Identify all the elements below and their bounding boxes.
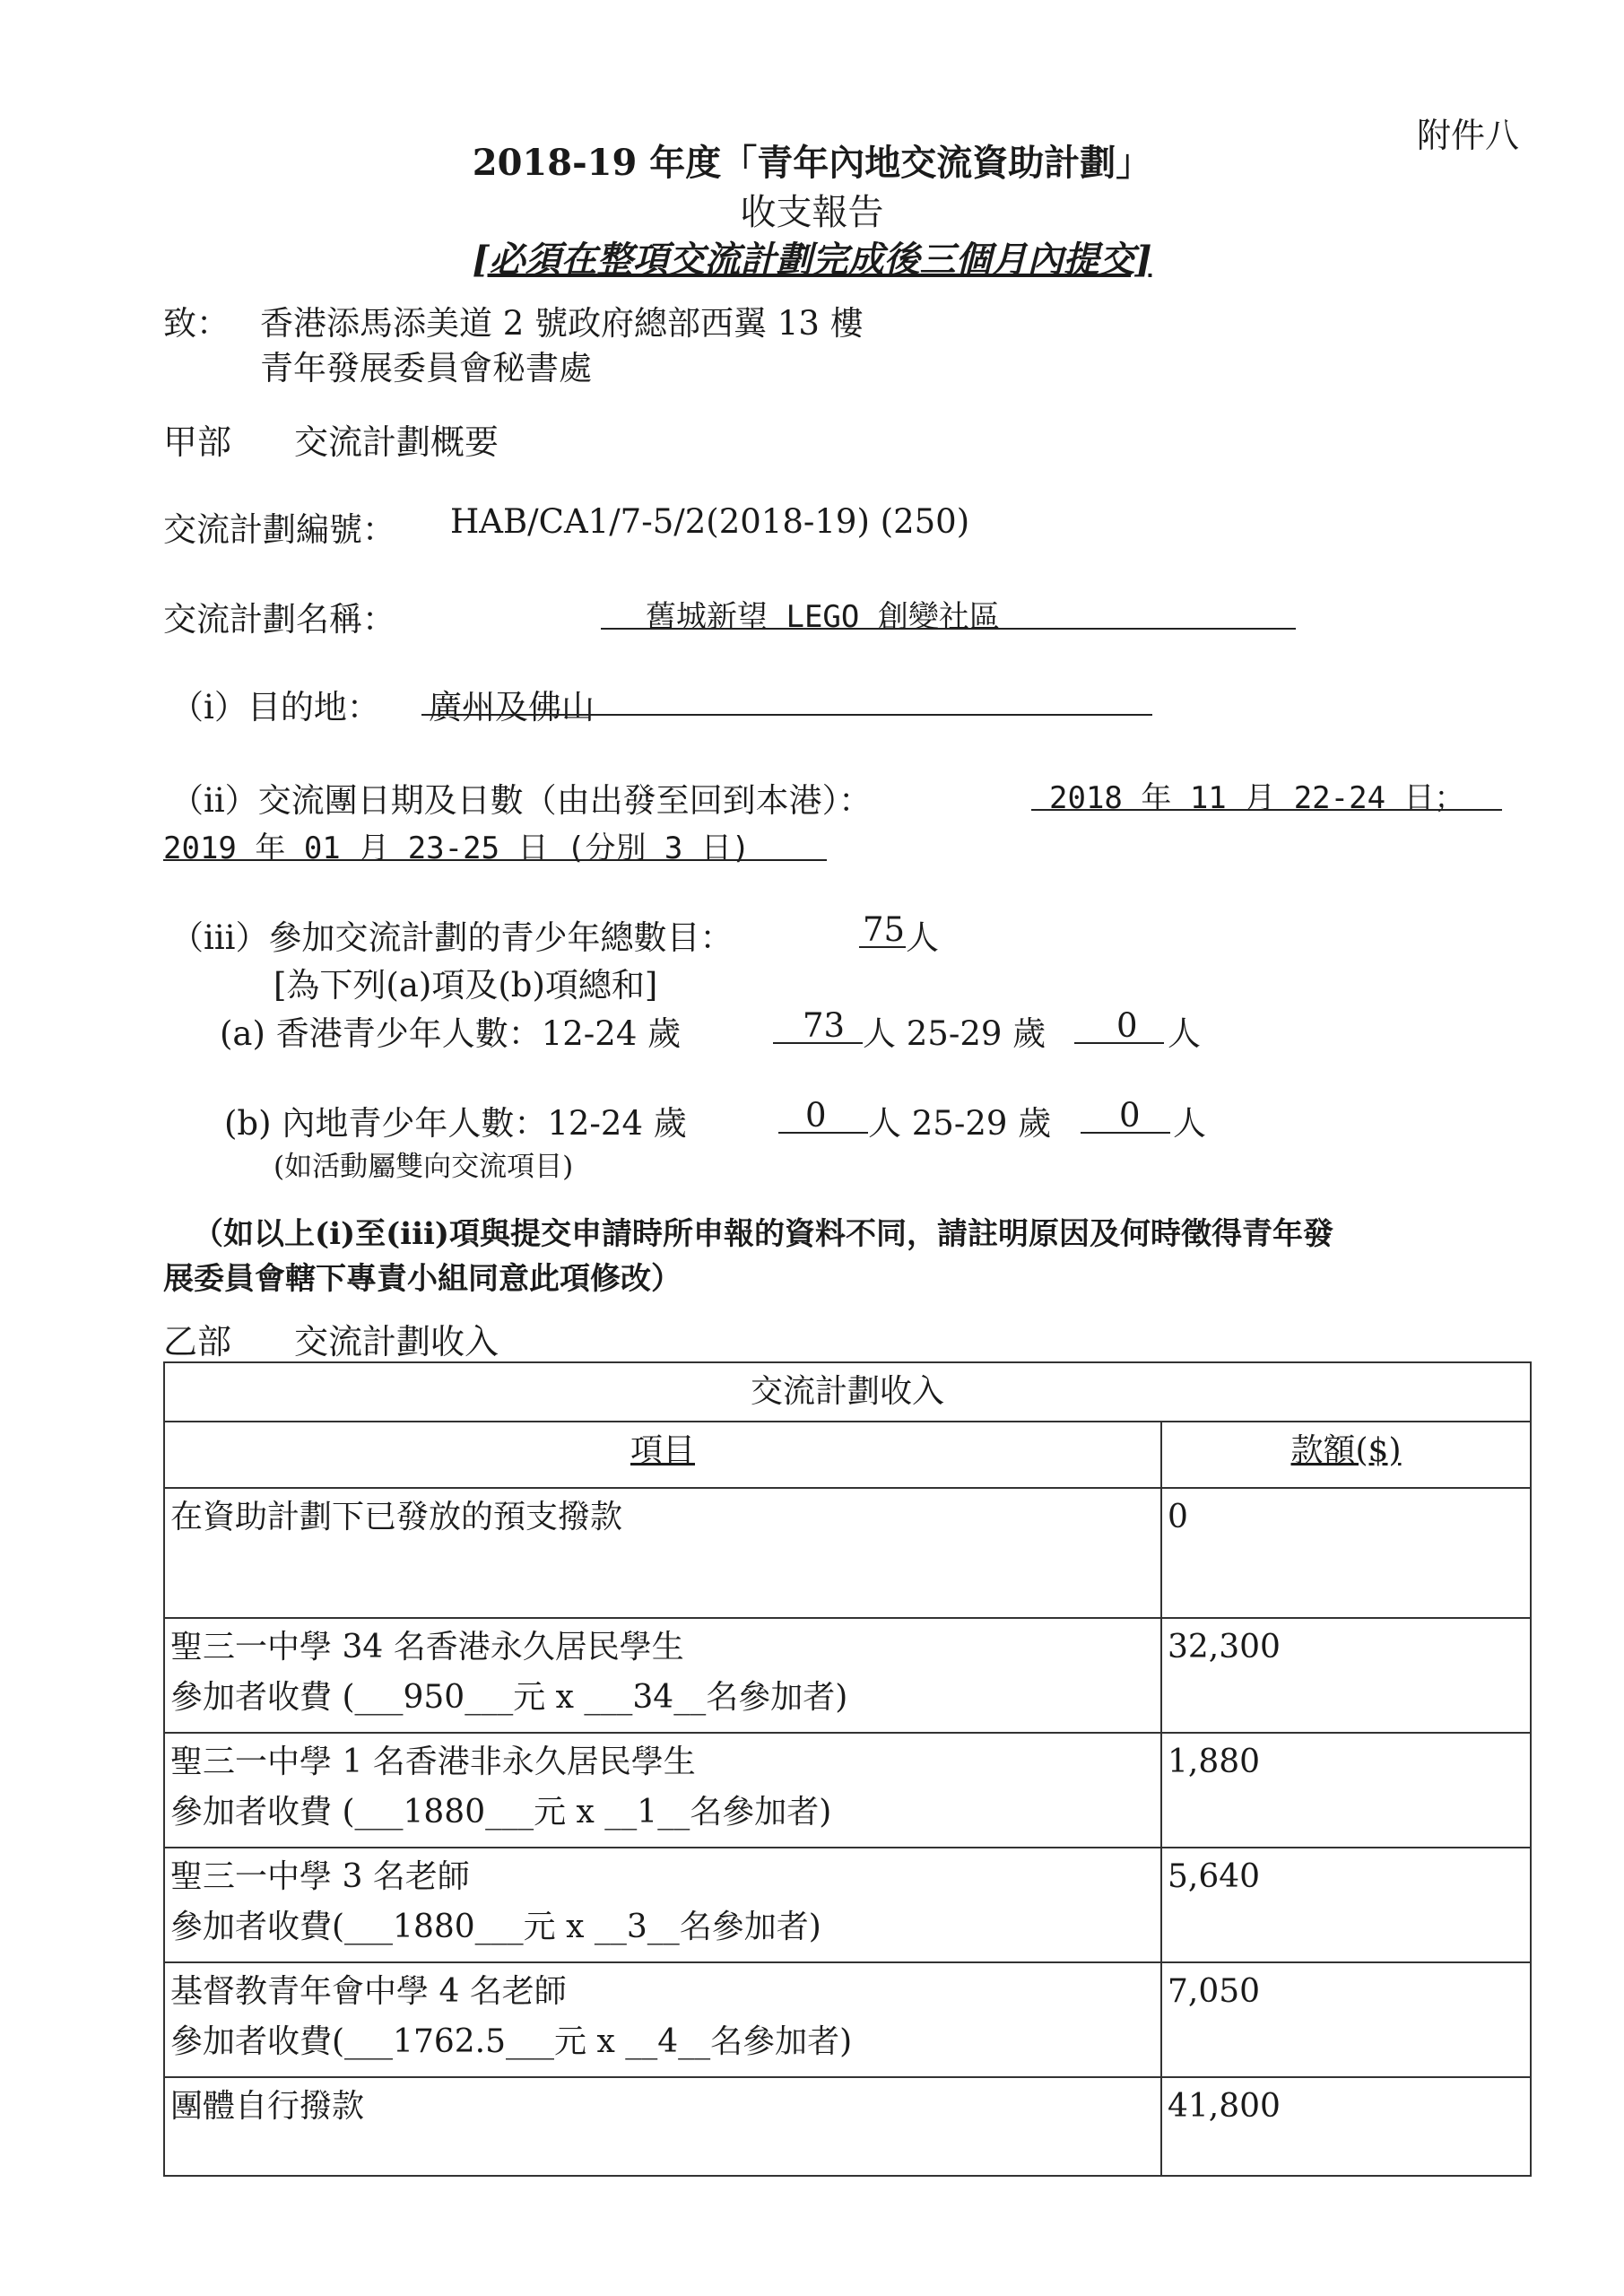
column-header-amount <box>1161 1422 1531 1488</box>
row-amount: 0 <box>1161 1488 1531 1618</box>
part-b-label: 乙部 <box>163 1322 232 1361</box>
part-b-title: 交流計劃收入 <box>294 1322 499 1361</box>
remark-line-1: （如以上(i)至(iii)項與提交申請時所申報的資料不同，請註明原因及何時徵得青年發 <box>193 1216 1334 1252</box>
total-youth-note: [為下列(a)項及(b)項總和] <box>274 966 658 1004</box>
hk-youth-12-24-value: 73 <box>803 1006 846 1045</box>
hk-25-29-label: 人 25-29 歲 <box>863 1014 1046 1053</box>
row-item-cell <box>164 1618 1161 1733</box>
report-subtitle: 收支報告 <box>740 192 884 233</box>
mainland-unit: 人 <box>1173 1104 1206 1143</box>
row-item-line1: 聖三一中學 3 名老師 <box>170 1858 470 1895</box>
destination-underline <box>421 714 1152 716</box>
dates-label: （ii）交流團日期及日數（由出發至回到本港）： <box>170 781 873 820</box>
total-youth-label: （iii）參加交流計劃的青少年總數目： <box>170 918 734 957</box>
row-item-cell <box>164 1962 1161 2077</box>
part-a-title: 交流計劃概要 <box>294 422 499 462</box>
row-amount: 32,300 <box>1161 1618 1531 1733</box>
table-row <box>164 2077 1531 2176</box>
report-title: 2018-19 年度「青年內地交流資助計劃」 <box>472 142 1152 184</box>
table-row <box>164 1488 1531 1618</box>
table-row <box>164 1618 1531 1733</box>
row-item-line2: 參加者收費(___1762.5___元 x __4__名參加者) <box>170 2023 853 2060</box>
project-name-value: 舊城新望 LEGO 創變社區 <box>646 599 1000 635</box>
column-header-amount-text: 款額($) <box>1290 1432 1402 1469</box>
column-header-item-text: 項目 <box>630 1432 695 1469</box>
annex-label: 附件八 <box>1417 116 1520 155</box>
hk-youth-25-29-value: 0 <box>1116 1006 1138 1045</box>
mainland-youth-note: (如活動屬雙向交流項目) <box>274 1151 574 1183</box>
row-amount: 1,880 <box>1161 1733 1531 1848</box>
row-item-line2: 參加者收費 (___950___元 x ___34__名參加者) <box>170 1679 848 1716</box>
table-row <box>164 1962 1531 2077</box>
recipient-address: 香港添馬添美道 2 號政府總部西翼 13 樓 <box>260 304 864 343</box>
project-no-label: 交流計劃編號： <box>163 510 395 549</box>
hk-unit: 人 <box>1168 1014 1201 1053</box>
hk-youth-label: (a) 香港青少年人數：12-24 歲 <box>220 1014 682 1053</box>
submission-deadline-note: [必須在整項交流計劃完成後三個月內提交] <box>472 239 1152 281</box>
destination-value: 廣州及佛山 <box>429 688 595 726</box>
row-amount: 5,640 <box>1161 1848 1531 1962</box>
mainland-12-24-underline <box>778 1132 868 1134</box>
row-item-line1: 聖三一中學 34 名香港永久居民學生 <box>170 1629 684 1665</box>
mainland-youth-25-29-value: 0 <box>1119 1096 1141 1135</box>
project-name-underline <box>601 628 1296 630</box>
row-item-line1: 在資助計劃下已發放的預支撥款 <box>170 1499 623 1535</box>
total-youth-value: 75 <box>863 910 906 949</box>
mainland-youth-label: (b) 內地青少年人數：12-24 歲 <box>224 1104 687 1143</box>
hk-12-24-underline <box>773 1042 863 1044</box>
mainland-25-29-underline <box>1081 1132 1170 1134</box>
total-youth-underline <box>859 946 906 948</box>
dates-value-line1: 2018 年 11 月 22-24 日； <box>1049 780 1465 816</box>
table-row <box>164 1733 1531 1848</box>
row-item-line1: 聖三一中學 1 名香港非永久居民學生 <box>170 1744 696 1780</box>
recipient-prefix: 致： <box>163 304 230 343</box>
row-item-line1: 團體自行撥款 <box>170 2088 365 2125</box>
income-table-title: 交流計劃收入 <box>164 1362 1531 1422</box>
row-item-line2: 參加者收費(___1880___元 x __3__名參加者) <box>170 1909 821 1945</box>
recipient-office: 青年發展委員會秘書處 <box>260 349 592 387</box>
row-amount: 7,050 <box>1161 1962 1531 2077</box>
column-header-item <box>164 1422 1161 1488</box>
remark-line-2: 展委員會轄下專責小組同意此項修改） <box>163 1261 682 1297</box>
row-amount: 41,800 <box>1161 2077 1531 2176</box>
row-item-line2: 參加者收費 (___1880___元 x __1__名參加者) <box>170 1794 832 1831</box>
part-a-label: 甲部 <box>163 422 232 462</box>
project-name-label: 交流計劃名稱： <box>163 600 395 639</box>
mainland-youth-12-24-value: 0 <box>805 1096 827 1135</box>
income-table <box>163 1361 1532 2177</box>
dates-underline-2 <box>163 859 827 861</box>
dates-underline-1 <box>1031 809 1502 811</box>
dates-value-line2: 2019 年 01 月 23-25 日 (分別 3 日) <box>163 831 751 866</box>
row-item-line1: 基督教青年會中學 4 名老師 <box>170 1973 567 2010</box>
row-item-cell <box>164 1733 1161 1848</box>
row-item-cell <box>164 2077 1161 2176</box>
destination-label: （i）目的地： <box>170 688 380 726</box>
row-item-cell <box>164 1488 1161 1618</box>
mainland-25-29-label: 人 25-29 歲 <box>868 1104 1052 1143</box>
total-youth-unit: 人 <box>906 918 939 957</box>
table-row <box>164 1848 1531 1962</box>
hk-25-29-underline <box>1074 1042 1164 1044</box>
project-no-value: HAB/CA1/7-5/2(2018-19) (250) <box>450 502 970 541</box>
row-item-cell <box>164 1848 1161 1962</box>
